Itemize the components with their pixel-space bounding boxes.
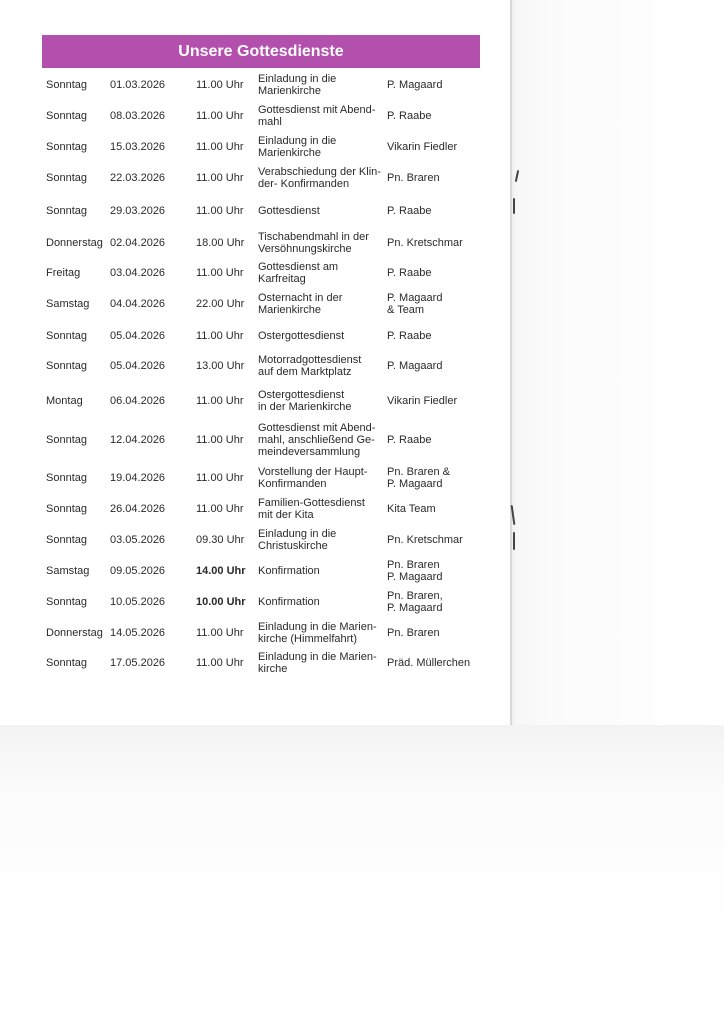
service-pastor: Pn. Braren (387, 627, 440, 639)
schedule-title: Unsere Gottesdienste (178, 42, 344, 60)
service-date: 04.04.2026 (110, 298, 166, 310)
service-date: 29.03.2026 (110, 205, 166, 217)
service-pastor: Pn. Braren, P. Magaard (387, 590, 443, 614)
service-pastor: P. Raabe (387, 434, 432, 446)
service-day: Donnerstag (46, 237, 103, 249)
service-event: Einladung in die Marienkirche (258, 73, 337, 97)
service-pastor: P. Raabe (387, 267, 432, 279)
service-time: 09.30 Uhr (196, 534, 245, 546)
service-day: Samstag (46, 298, 90, 310)
service-day: Freitag (46, 267, 81, 279)
service-date: 14.05.2026 (110, 627, 166, 639)
service-time: 11.00 Uhr (196, 657, 244, 669)
service-date: 03.05.2026 (110, 534, 166, 546)
service-date: 08.03.2026 (110, 110, 166, 122)
service-event: Tischabendmahl in der Versöhnungskirche (258, 231, 369, 255)
service-date: 15.03.2026 (110, 141, 166, 153)
service-time: 11.00 Uhr (196, 110, 244, 122)
service-time: 10.00 Uhr (196, 596, 246, 608)
service-day: Samstag (46, 565, 90, 577)
service-event: Verabschiedung der Klin- der- Konfirmanden (258, 166, 381, 190)
service-time: 11.00 Uhr (196, 395, 244, 407)
service-day: Sonntag (46, 434, 87, 446)
service-day: Donnerstag (46, 627, 103, 639)
service-event: Konfirmation (258, 565, 320, 577)
service-event: Ostergottesdienst in der Marienkirche (258, 389, 352, 413)
service-pastor: Präd. Müllerchen (387, 657, 471, 669)
service-day: Sonntag (46, 141, 87, 153)
service-row (0, 420, 500, 460)
service-time: 14.00 Uhr (196, 565, 246, 577)
service-row (0, 643, 500, 683)
service-event: Einladung in die Marien- kirche (258, 651, 377, 675)
service-event: Motorradgottesdienst auf dem Marktplatz (258, 354, 362, 378)
service-date: 02.04.2026 (110, 237, 166, 249)
service-pastor: Pn. Braren & P. Magaard (387, 466, 450, 490)
service-day: Montag (46, 395, 83, 407)
service-pastor: Vikarin Fiedler (387, 395, 458, 407)
margin-mark (513, 198, 515, 214)
service-time: 11.00 Uhr (196, 330, 244, 342)
service-time: 11.00 Uhr (196, 627, 244, 639)
service-date: 12.04.2026 (110, 434, 166, 446)
margin-mark (513, 532, 515, 550)
service-day: Sonntag (46, 330, 87, 342)
service-date: 05.04.2026 (110, 360, 166, 372)
service-event: Konfirmation (258, 596, 320, 608)
service-day: Sonntag (46, 79, 87, 91)
service-time: 11.00 Uhr (196, 141, 244, 153)
service-time: 11.00 Uhr (196, 79, 244, 91)
service-event: Einladung in die Christuskirche (258, 528, 337, 552)
service-pastor: P. Magaard & Team (387, 292, 443, 316)
service-time: 11.00 Uhr (196, 472, 244, 484)
service-date: 19.04.2026 (110, 472, 166, 484)
service-event: Einladung in die Marienkirche (258, 135, 337, 159)
service-day: Sonntag (46, 472, 87, 484)
service-event: Gottesdienst (258, 205, 320, 217)
service-pastor: P. Magaard (387, 79, 443, 91)
service-date: 17.05.2026 (110, 657, 166, 669)
service-time: 18.00 Uhr (196, 237, 245, 249)
service-pastor: Pn. Braren (387, 172, 440, 184)
service-row (0, 381, 500, 421)
service-date: 09.05.2026 (110, 565, 166, 577)
service-event: Ostergottesdienst (258, 330, 345, 342)
service-date: 22.03.2026 (110, 172, 166, 184)
page-edge (510, 0, 512, 725)
service-pastor: P. Magaard (387, 360, 443, 372)
service-date: 06.04.2026 (110, 395, 166, 407)
service-day: Sonntag (46, 503, 87, 515)
service-event: Vorstellung der Haupt- Konfirmanden (258, 466, 368, 490)
service-event: Osternacht in der Marienkirche (258, 292, 343, 316)
service-event: Gottesdienst mit Abend- mahl, anschließend Ge- meindeversammlung (258, 422, 376, 458)
bottom-shadow (0, 725, 724, 1024)
service-day: Sonntag (46, 596, 87, 608)
service-pastor: P. Raabe (387, 205, 432, 217)
service-day: Sonntag (46, 360, 87, 372)
service-event: Einladung in die Marien- kirche (Himmelfahrt) (258, 621, 377, 645)
service-time: 11.00 Uhr (196, 503, 244, 515)
service-pastor: Pn. Kretschmar (387, 534, 463, 546)
schedule-header (42, 35, 480, 68)
service-time: 13.00 Uhr (196, 360, 245, 372)
service-day: Sonntag (46, 205, 87, 217)
service-row (0, 346, 500, 386)
service-time: 11.00 Uhr (196, 267, 244, 279)
service-pastor: Vikarin Fiedler (387, 141, 458, 153)
service-date: 03.04.2026 (110, 267, 166, 279)
service-pastor: P. Raabe (387, 330, 432, 342)
service-day: Sonntag (46, 110, 87, 122)
service-date: 26.04.2026 (110, 503, 166, 515)
service-time: 11.00 Uhr (196, 434, 244, 446)
service-date: 10.05.2026 (110, 596, 166, 608)
service-pastor: Kita Team (387, 503, 436, 515)
service-time: 11.00 Uhr (196, 172, 244, 184)
service-event: Gottesdienst mit Abend- mahl (258, 104, 376, 128)
service-pastor: Pn. Braren P. Magaard (387, 559, 443, 583)
service-date: 05.04.2026 (110, 330, 166, 342)
service-day: Sonntag (46, 534, 87, 546)
service-pastor: P. Raabe (387, 110, 432, 122)
service-day: Sonntag (46, 657, 87, 669)
service-date: 01.03.2026 (110, 79, 166, 91)
service-day: Sonntag (46, 172, 87, 184)
service-pastor: Pn. Kretschmar (387, 237, 463, 249)
service-time: 11.00 Uhr (196, 205, 244, 217)
service-event: Gottesdienst am Karfreitag (258, 261, 339, 285)
service-time: 22.00 Uhr (196, 298, 245, 310)
service-event: Familien-Gottesdienst mit der Kita (258, 497, 365, 521)
